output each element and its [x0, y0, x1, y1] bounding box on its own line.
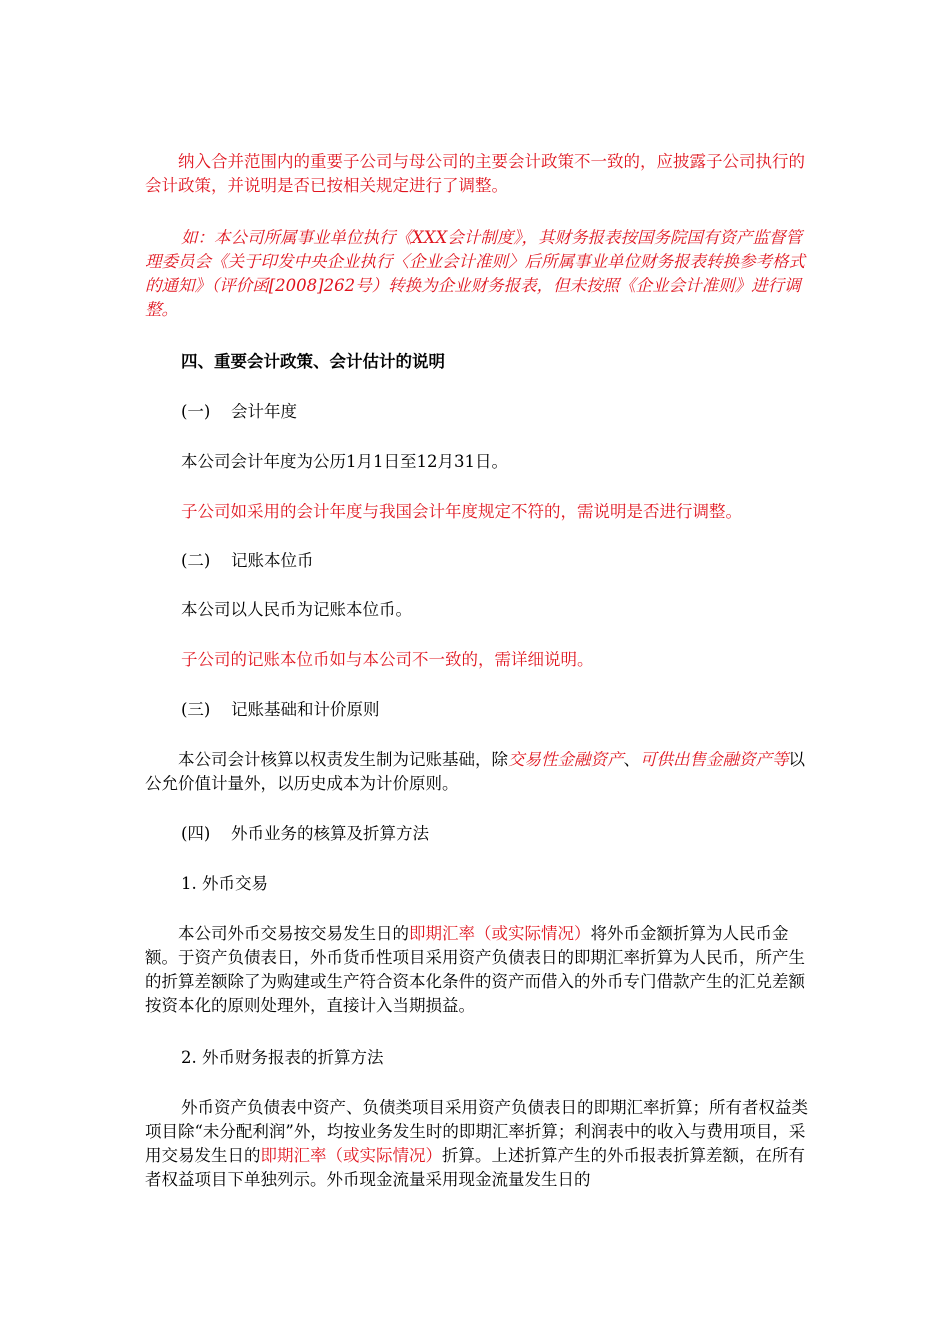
subsection-title: 外币业务的核算及折算方法	[231, 824, 429, 843]
highlight-run: 即期汇率（或实际情况）	[409, 924, 591, 943]
highlight-run: 交易性金融资产	[508, 750, 624, 769]
note-fiscal-year: 子公司如采用的会计年度与我国会计年度规定不符的，需说明是否进行调整。	[181, 502, 742, 521]
highlight-run: 即期汇率（或实际情况）	[260, 1146, 442, 1165]
subsection-label: (二)	[181, 551, 211, 570]
text-run: 本公司会计核算以权责发生制为记账基础，除	[178, 750, 508, 769]
paragraph-accounting-basis	[145, 748, 810, 796]
paragraph-foreign-transactions	[145, 922, 810, 1018]
subsection-title: 会计年度	[231, 402, 297, 421]
paragraph-statement-translation	[145, 1096, 810, 1192]
subsection-label: (三)	[181, 700, 211, 719]
subsection-heading-1	[181, 400, 846, 424]
text-run: 本公司外币交易按交易发生日的	[178, 924, 409, 943]
paragraph-example: 如：本公司所属事业单位执行《XXX会计制度》，其财务报表按国务院国有资产监督管理委员会《关于印发中央企业执行〈企业会计准则〉后所属事业单位财务报表转换参考格式的通知》（评价函[2008]262号）转换为企业财务报表，但未按照《企业会计准则》进行调整。	[145, 228, 805, 319]
item-heading-foreign-transactions: 1. 外币交易	[181, 874, 268, 893]
note-currency: 子公司的记账本位币如与本公司不一致的，需详细说明。	[181, 650, 594, 669]
subsection-label: (四)	[181, 824, 211, 843]
subsection-heading-4	[181, 822, 846, 846]
text-run: 将外币金额折算为人民币金额。于资产负债表日，外币货币性项目采用资产负债表日的即期汇率折算为人民币，所产生的折算差额除了为购建或生产符合资本化条件的资产而借入的外币专门借款产生的汇兑差额按资本化的原则处理外，直接计入当期损益。	[145, 924, 805, 1015]
subsection-title: 记账基础和计价原则	[231, 700, 380, 719]
subsection-heading-3	[181, 698, 846, 722]
subsection-title: 记账本位币	[231, 551, 314, 570]
paragraph-currency: 本公司以人民币为记账本位币。	[181, 600, 412, 619]
text-run: 以公允价值计量外，以历史成本为计价原则。	[145, 750, 805, 793]
subsection-heading-2	[181, 549, 846, 573]
paragraph-fiscal-year: 本公司会计年度为公历1月1日至12月31日。	[181, 452, 508, 471]
text-run: 、	[623, 750, 640, 769]
subsection-label: (一)	[181, 402, 211, 421]
item-heading-statement-translation: 2. 外币财务报表的折算方法	[181, 1048, 384, 1067]
section-heading-4: 四、重要会计政策、会计估计的说明	[181, 352, 445, 371]
text-run: 外币资产负债表中资产、负债类项目采用资产负债表日的即期汇率折算；所有者权益类项目除“未分配利润”外，均按业务发生时的即期汇率折算；利润表中的收入与费用项目，采用交易发生日的	[145, 1098, 808, 1165]
highlight-run: 可供出售金融资产等	[640, 750, 789, 769]
paragraph-subsidiary-policy: 纳入合并范围内的重要子公司与母公司的主要会计政策不一致的，应披露子公司执行的会计政策，并说明是否已按相关规定进行了调整。	[145, 152, 805, 195]
text-run: 折算。上述折算产生的外币报表折算差额，在所有者权益项目下单独列示。外币现金流量采用现金流量发生日的	[145, 1146, 805, 1189]
